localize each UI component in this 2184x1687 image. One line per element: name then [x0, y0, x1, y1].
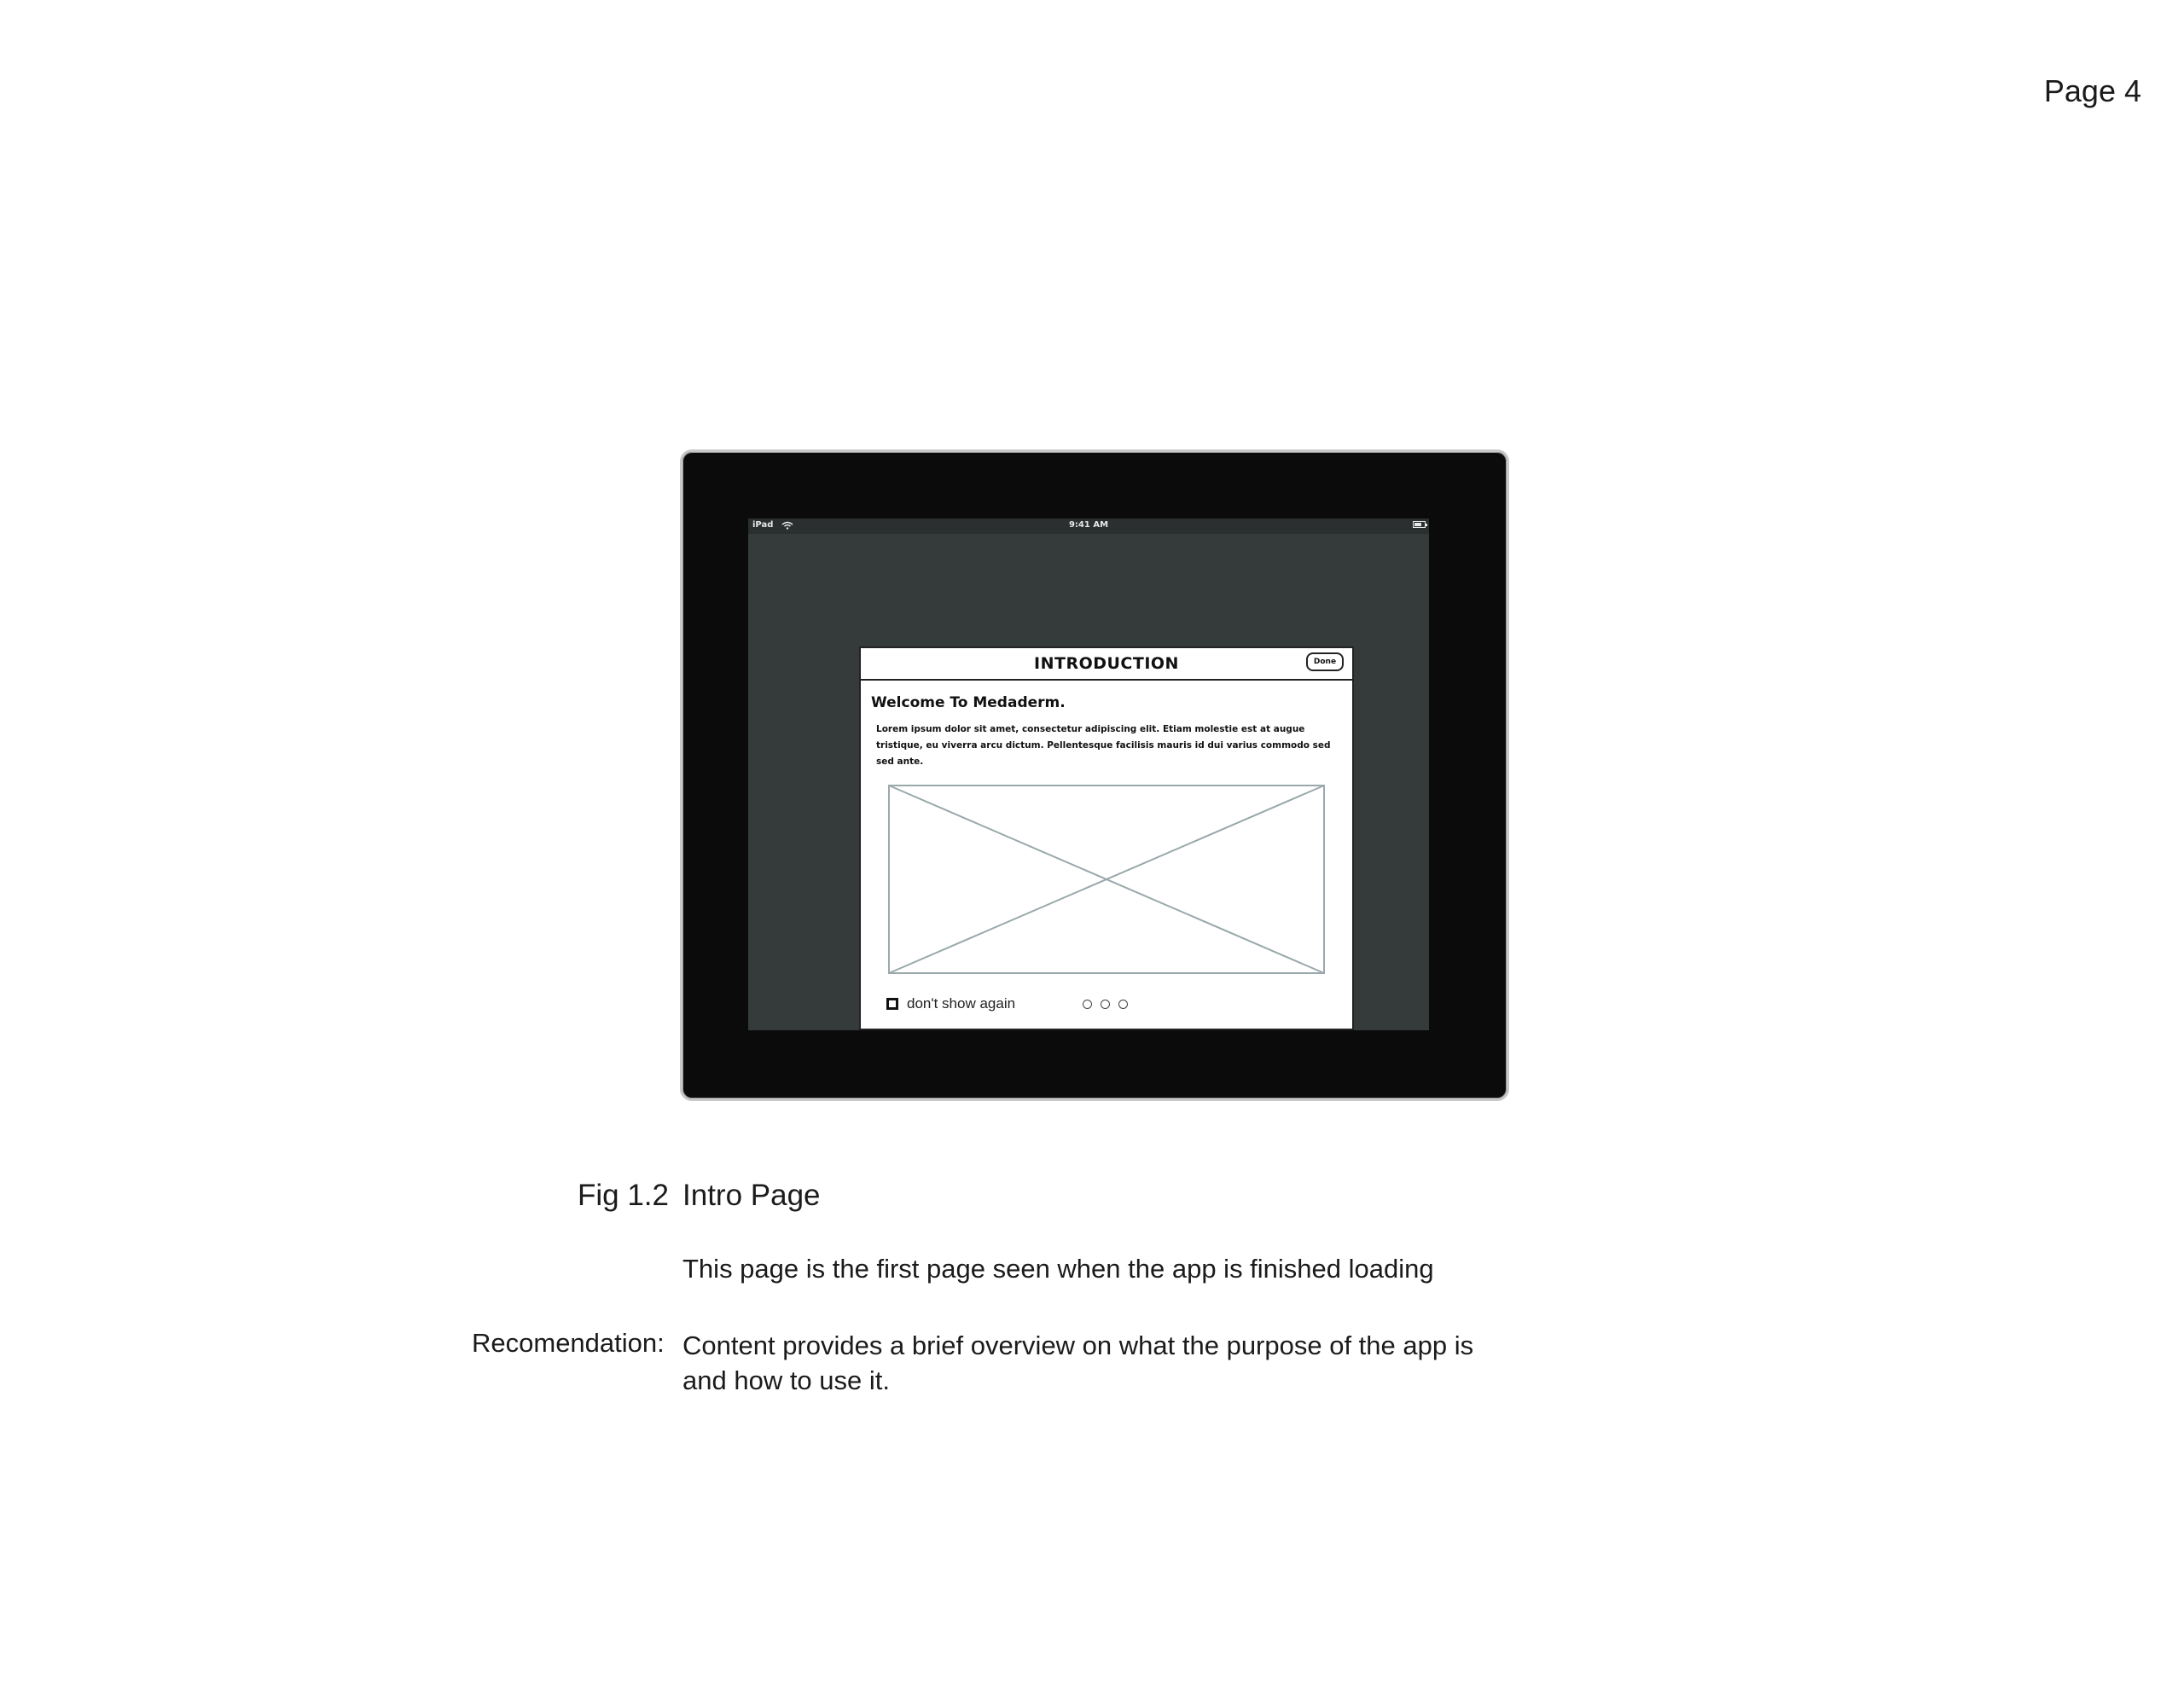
done-button[interactable]: Done	[1306, 652, 1344, 671]
page-dot[interactable]	[1118, 1000, 1128, 1009]
recommendation-text: Content provides a brief overview on what the purpose of the app is and how to use it.	[682, 1330, 1474, 1395]
page-dot[interactable]	[1101, 1000, 1110, 1009]
page-indicator	[1083, 1000, 1128, 1009]
battery-icon	[1413, 521, 1426, 528]
welcome-heading: Welcome To Medaderm.	[871, 694, 1066, 711]
modal-title: INTRODUCTION	[1034, 654, 1179, 673]
figure-description: This page is the first page seen when the app is finished loading	[682, 1254, 1434, 1284]
page-number: Page 4	[2043, 73, 2141, 108]
image-placeholder	[888, 785, 1325, 974]
intro-body-text: Lorem ipsum dolor sit amet, consectetur adipiscing elit. Etiam molestie est at augue tristique, eu viverra arcu dictum. Pellentesque facilisis mauris id dui varius commodo sed sed ante.	[876, 724, 1331, 767]
intro-modal	[859, 646, 1354, 1030]
figure-title: Intro Page	[682, 1179, 821, 1212]
figure-label: Fig 1.2	[578, 1179, 669, 1212]
status-time: 9:41 AM	[1068, 520, 1109, 530]
dont-show-again-checkbox[interactable]	[886, 998, 898, 1010]
modal-header	[861, 648, 1352, 681]
recommendation-label: Recomendation:	[472, 1328, 665, 1358]
ipad-screen	[748, 519, 1429, 1030]
carrier-label: iPad	[752, 520, 774, 530]
ipad-frame	[680, 449, 1509, 1101]
dont-show-again-label: don't show again	[907, 995, 1016, 1012]
modal-footer	[886, 993, 1330, 1015]
page-dot[interactable]	[1083, 1000, 1092, 1009]
status-bar	[748, 519, 1429, 534]
